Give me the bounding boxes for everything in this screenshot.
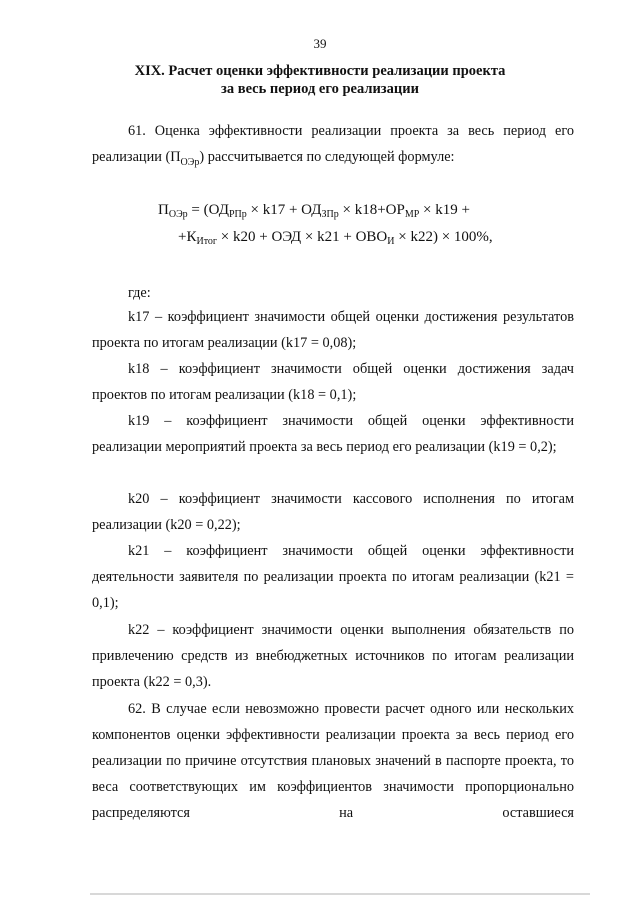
formula-part-f-sub: И <box>387 236 395 247</box>
formula-part-e-sub: Итог <box>196 236 218 247</box>
paragraph-61 <box>92 118 574 176</box>
coefficient-k17: k17 – коэффициент значимости общей оценки достижения результатов проекта по итогам реализации (k17 = 0,08); <box>92 309 574 351</box>
section-title <box>0 62 640 98</box>
coefficient-k21: k21 – коэффициент значимости общей оценки эффективности деятельности заявителя по реализации проекта по итогам реализации (k21 = 0,1); <box>92 543 574 611</box>
coefficient-k20: k20 – коэффициент значимости кассового исполнения по итогам реализации (k20 = 0,22); <box>92 491 574 533</box>
coefficient-k22: k22 – коэффициент значимости оценки выполнения обязательств по привлечению средств из внебюджетных источников по итогам реализации проекта (k22 = 0,3). <box>92 622 574 690</box>
formula-part-a-sub: РПр <box>228 209 247 220</box>
formula-part-d: × k19 + <box>419 202 470 218</box>
paragraph-61-end: ) рассчитывается по следующей формуле: <box>199 149 455 165</box>
paragraph-61-sub: ОЭр <box>180 156 200 168</box>
formula-part-g: × k22) × 100%, <box>394 229 493 245</box>
where-label: где: <box>128 285 151 301</box>
formula-part-e: +К <box>178 229 197 245</box>
formula-part-c-sub: МР <box>404 209 420 220</box>
formula-part-c: × k18+ОР <box>338 202 405 218</box>
formula-part-a: = (ОД <box>187 202 229 218</box>
formula-lhs: П <box>158 202 169 218</box>
formula-line2 <box>0 229 640 247</box>
formula-line1 <box>0 202 640 220</box>
paragraph-61-text: 61. Оценка эффективности реализации проекта за весь период его реализации (П <box>92 123 574 165</box>
formula-part-b-sub: ЗПр <box>321 209 339 220</box>
section-title-line2: за весь период его реализации <box>221 81 419 97</box>
page-number: 39 <box>313 36 327 51</box>
section-title-line1: XIX. Расчет оценки эффективности реализации проекта <box>134 63 506 79</box>
paragraph-62: 62. В случае если невозможно провести расчет одного или нескольких компонентов оценки эффективности реализации проекта за весь период его реализации по причине отсутствия плановых значений в паспорте проекта, то веса соответствующих им коэффициентов значимости пропорционально распределяются на оставшиеся <box>92 701 574 821</box>
coefficient-k18: k18 – коэффициент значимости общей оценки достижения задач проектов по итогам реализации (k18 = 0,1); <box>92 361 574 403</box>
formula-lhs-sub: ОЭр <box>168 209 188 220</box>
coefficient-k19: k19 – коэффициент значимости общей оценки эффективности реализации мероприятий проекта за весь период его реализации (k19 = 0,2); <box>92 413 574 455</box>
scan-edge-line <box>90 893 590 895</box>
formula-part-f: × k20 + ОЭД × k21 + ОВО <box>217 229 388 245</box>
formula-part-b: × k17 + ОД <box>246 202 322 218</box>
